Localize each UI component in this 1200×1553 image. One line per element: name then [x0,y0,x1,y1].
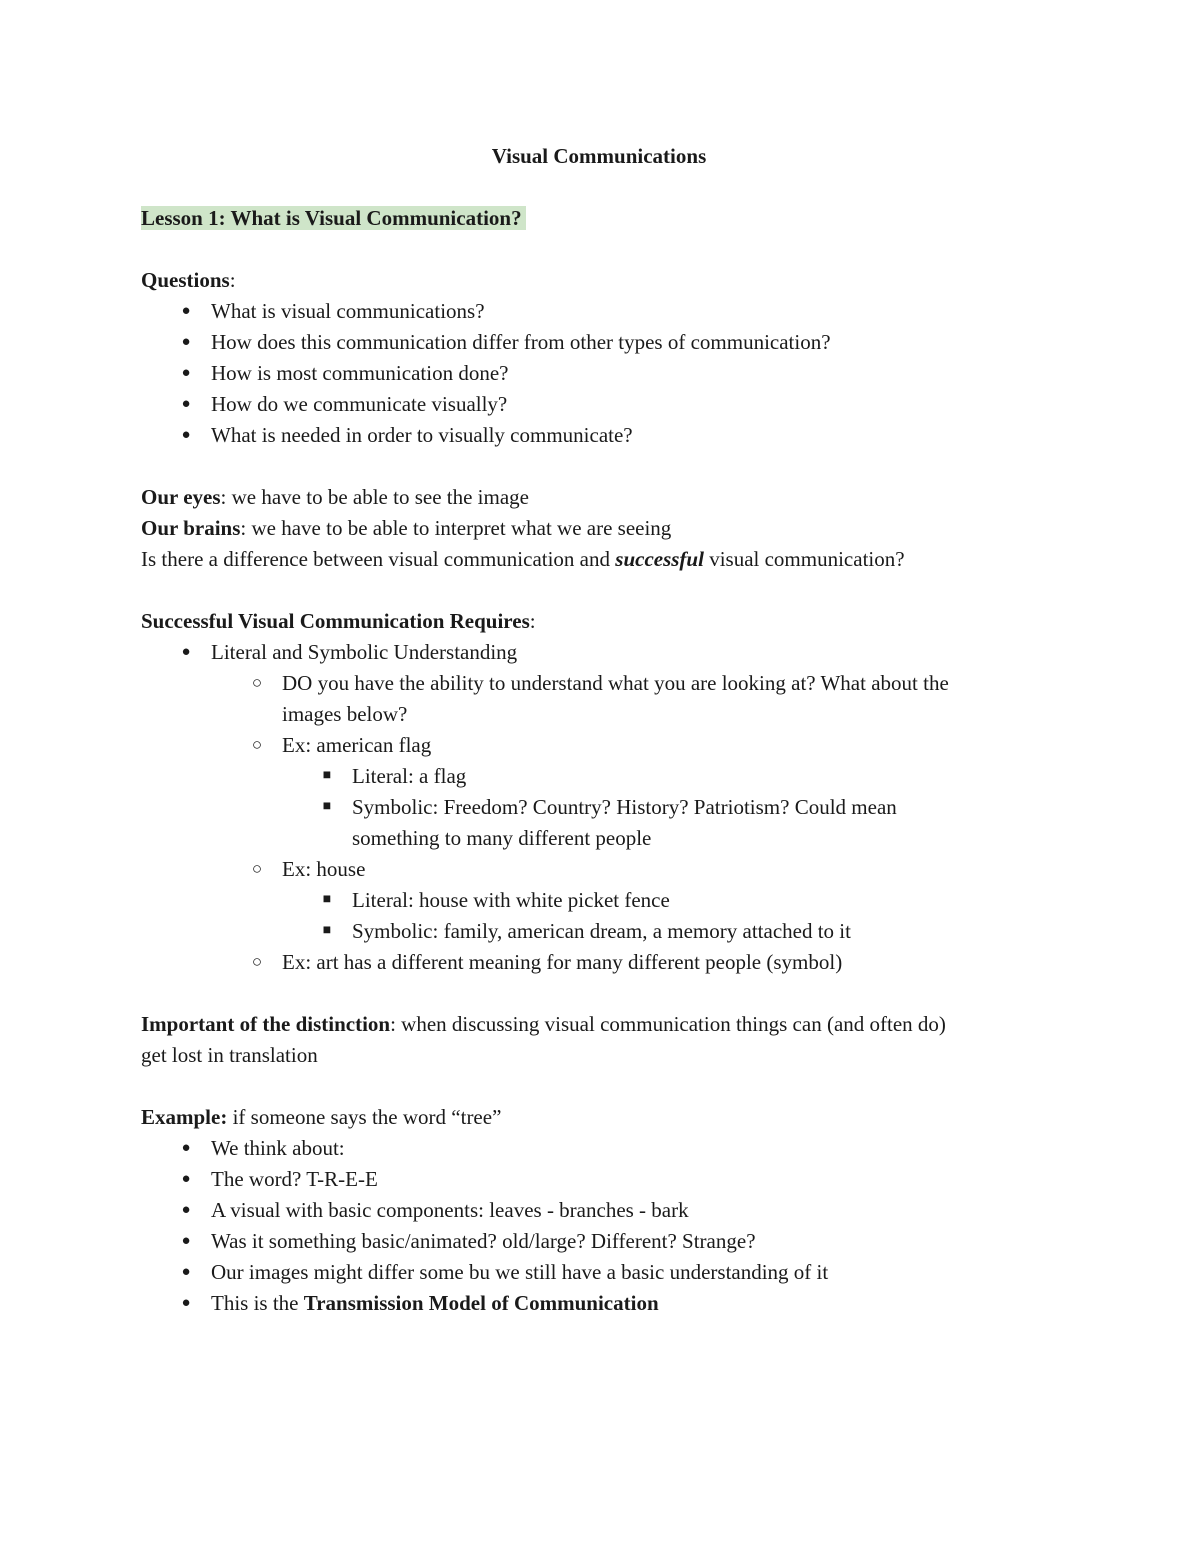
our-eyes-line: Our eyes: we have to be able to see the image [141,485,529,509]
question-item: How does this communication differ from other types of communication? [211,330,831,354]
difference-question: Is there a difference between visual communication and successful visual communication? [141,547,905,571]
bullet-square-icon: ■ [322,768,332,783]
bullet-square-icon: ■ [322,923,332,938]
sub-item-house: Ex: house [282,857,366,881]
bullet-disc-icon: ● [181,1295,191,1311]
example-item: We think about: [211,1136,345,1160]
bullet-circle-icon: ○ [251,673,263,692]
lesson-heading [141,205,526,231]
bullet-disc-icon: ● [181,396,191,412]
requires-item: Literal and Symbolic Understanding [211,640,518,664]
bullet-square-icon: ■ [322,799,332,814]
sub-item-ability-cont: images below? [282,702,408,726]
house-literal: Literal: house with white picket fence [352,888,670,912]
requires-label: Successful Visual Communication Requires: [141,609,536,633]
bullet-disc-icon: ● [181,303,191,319]
bullet-disc-icon: ● [181,1140,191,1156]
question-item: How do we communicate visually? [211,392,508,416]
bullet-disc-icon: ● [181,1202,191,1218]
bullet-disc-icon: ● [181,334,191,350]
bullet-disc-icon: ● [181,1264,191,1280]
example-item-transmission: This is the Transmission Model of Communication [211,1291,659,1315]
our-brains-line: Our brains: we have to be able to interpret what we are seeing [141,516,672,540]
bullet-disc-icon: ● [181,1233,191,1249]
question-item: What is needed in order to visually communicate? [211,423,633,447]
example-item: Our images might differ some bu we still have a basic understanding of it [211,1260,829,1284]
bullet-square-icon: ■ [322,892,332,907]
bullet-circle-icon: ○ [251,735,263,754]
sub-item-art: Ex: art has a different meaning for many different people (symbol) [282,950,843,974]
example-item: A visual with basic components: leaves - branches - bark [211,1198,689,1222]
bullet-disc-icon: ● [181,1171,191,1187]
question-item: What is visual communications? [211,299,485,323]
sub-item-ability: DO you have the ability to understand what you are looking at? What about the [282,671,949,695]
example-line: Example: if someone says the word “tree” [141,1105,502,1129]
distinction-line: Important of the distinction: when discussing visual communication things can (and often do) [141,1012,946,1036]
lesson-heading-highlight: Lesson 1: What is Visual Communication? [141,206,526,230]
flag-symbolic-cont: something to many different people [352,826,652,850]
bullet-disc-icon: ● [181,644,191,660]
flag-literal: Literal: a flag [352,764,467,788]
document-title: Visual Communications [491,144,707,168]
house-symbolic: Symbolic: family, american dream, a memory attached to it [352,919,851,943]
bullet-disc-icon: ● [181,365,191,381]
bullet-disc-icon: ● [181,427,191,443]
flag-symbolic: Symbolic: Freedom? Country? History? Patriotism? Could mean [352,795,897,819]
question-item: How is most communication done? [211,361,509,385]
questions-label: Questions: [141,268,236,292]
bullet-circle-icon: ○ [251,952,263,971]
distinction-line-cont: get lost in translation [141,1043,318,1067]
sub-item-flag: Ex: american flag [282,733,432,757]
example-item: The word? T-R-E-E [211,1167,378,1191]
example-item: Was it something basic/animated? old/large? Different? Strange? [211,1229,756,1253]
bullet-circle-icon: ○ [251,859,263,878]
